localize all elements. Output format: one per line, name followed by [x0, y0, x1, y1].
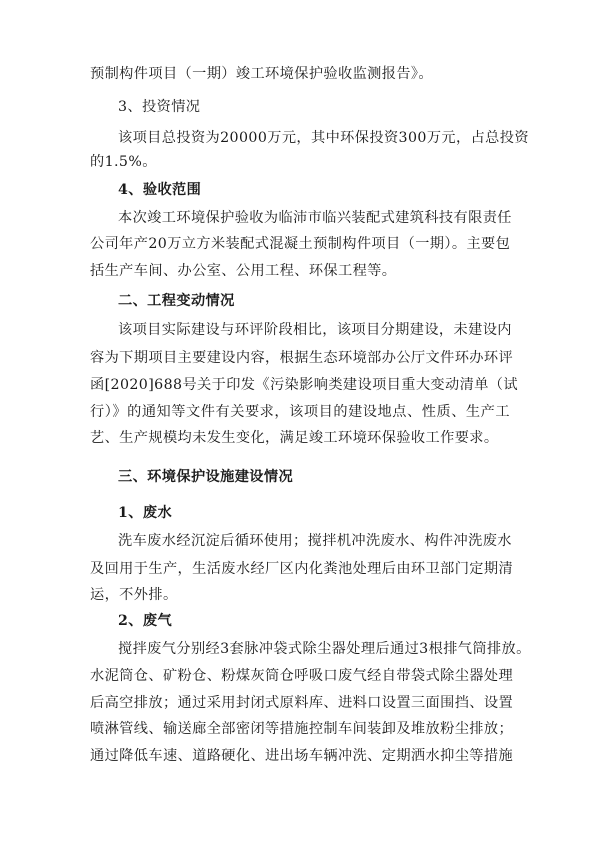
text-line: 的1.5%。	[90, 154, 157, 170]
text-line: 容为下期项目主要建设内容，根据生态环境部办公厅文件环办环评	[90, 350, 514, 366]
section-heading-env-facilities: 三、环境保护设施建设情况	[118, 469, 294, 485]
text-line: 及回用于生产，生活废水经厂区内化粪池处理后由环卫部门定期清	[90, 561, 514, 577]
section-heading-acceptance-scope: 4、验收范围	[118, 182, 202, 198]
text-line: 运，不外排。	[90, 587, 178, 603]
text-line: 行）》的通知等文件有关要求，该项目的建设地点、性质、生产工	[90, 404, 510, 420]
text-line: 艺、生产规模均未发生变化，满足竣工环境环保验收工作要求。	[90, 430, 499, 446]
text-line: 该项目实际建设与环评阶段相比，该项目分期建设，未建设内	[118, 322, 512, 338]
text-line: 搅拌废气分别经3套脉冲袋式除尘器处理后通过3根排气筒排放。	[118, 641, 531, 657]
text-line: 洗车废水经沉淀后循环使用；搅拌机冲洗废水、构件冲洗废水	[118, 533, 512, 549]
section-heading-waste-gas: 2、废气	[118, 613, 173, 629]
text-line: 后高空排放；通过采用封闭式原料库、进料口设置三面围挡、设置	[90, 695, 514, 711]
section-heading-project-changes: 二、工程变动情况	[118, 293, 235, 309]
text-line: 预制构件项目（一期）竣工环境保护验收监测报告》。	[90, 66, 434, 82]
section-heading-investment: 3、投资情况	[118, 99, 201, 115]
text-line: 本次竣工环境保护验收为临沛市临兴装配式建筑科技有限责任	[118, 210, 512, 226]
text-line: 该项目总投资为20000万元，其中环保投资300万元，占总投资	[118, 130, 529, 146]
text-line: 喷淋管线、输送廊全部密闭等措施控制车间装卸及堆放粉尘排放；	[90, 721, 514, 737]
section-heading-wastewater: 1、废水	[118, 505, 173, 521]
text-line: 水泥筒仓、矿粉仓、粉煤灰筒仓呼吸口废气经自带袋式除尘器处理	[90, 668, 514, 684]
text-line: 公司年产20万立方米装配式混凝土预制构件项目（一期）。主要包	[90, 236, 511, 252]
text-line: 函[2020]688号关于印发《污染影响类建设项目重大变动清单（试	[90, 377, 518, 393]
text-line: 括生产车间、办公室、公用工程、环保工程等。	[90, 263, 397, 279]
text-line: 通过降低车速、道路硬化、进出场车辆冲洗、定期洒水抑尘等措施	[90, 748, 514, 764]
